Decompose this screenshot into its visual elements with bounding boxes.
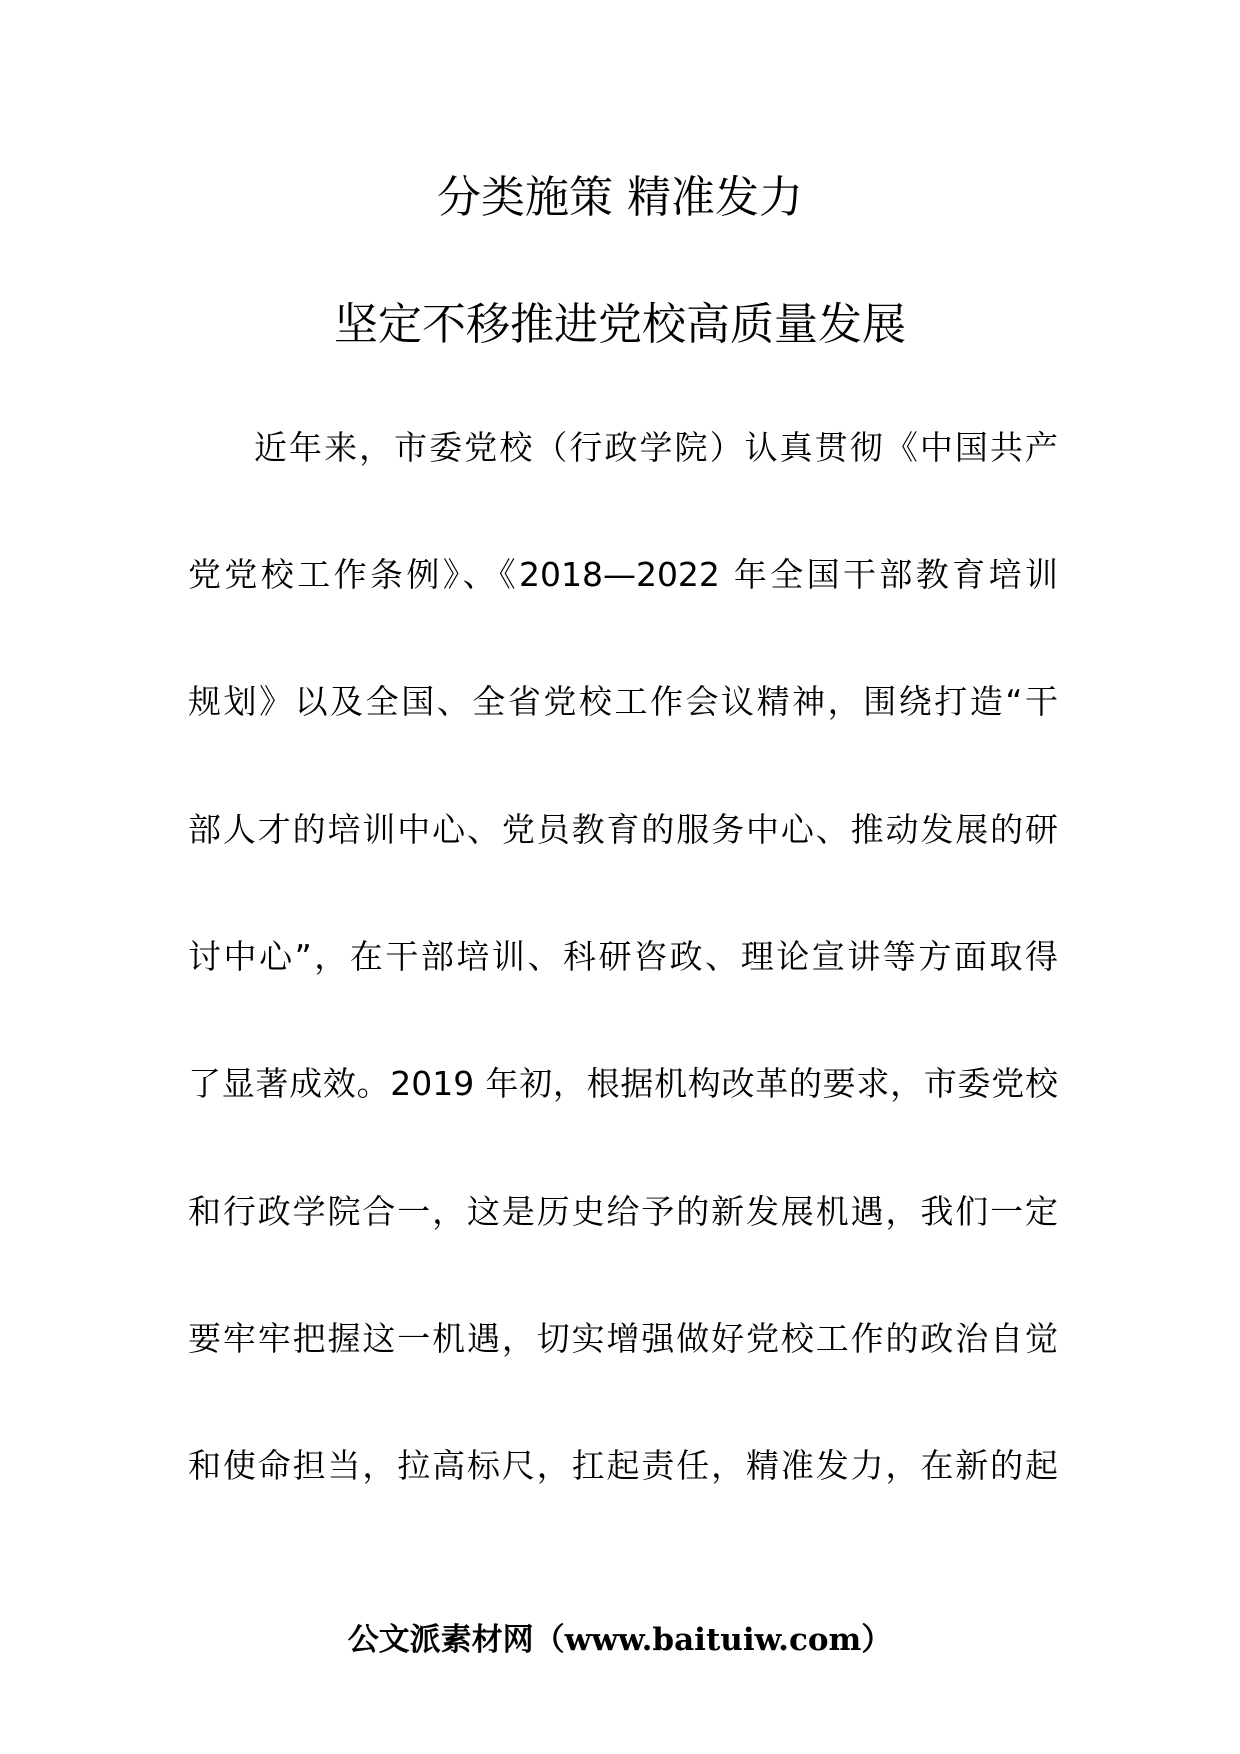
body-line-3: 规划》以及全国、全省党校工作会议精神，围绕打造“干 (188, 682, 1058, 721)
footer-watermark: 公文派素材网（www.baituiw.com） (347, 1622, 893, 1658)
body-line-7: 和行政学院合一，这是历史给予的新发展机遇，我们一定 (188, 1192, 1058, 1231)
body-line-4: 部人才的培训中心、党员教育的服务中心、推动发展的研 (188, 810, 1058, 849)
body-line-9: 和使命担当，拉高标尺，扛起责任，精准发力，在新的起 (188, 1446, 1058, 1485)
document-title-line-2: 坚定不移推进党校高质量发展 (334, 299, 906, 350)
body-line-6: 了显著成效。2019 年初，根据机构改革的要求，市委党校 (188, 1064, 1058, 1103)
body-line-1: 近年来，市委党校（行政学院）认真贯彻《中国共产 (254, 428, 1058, 467)
document-title-line-1: 分类施策 精准发力 (437, 172, 803, 223)
body-line-8: 要牢牢把握这一机遇，切实增强做好党校工作的政治自觉 (188, 1319, 1058, 1358)
body-line-2: 党党校工作条例》、《2018—2022 年全国干部教育培训 (188, 555, 1058, 594)
body-line-5: 讨中心”，在干部培训、科研咨政、理论宣讲等方面取得 (188, 937, 1058, 976)
